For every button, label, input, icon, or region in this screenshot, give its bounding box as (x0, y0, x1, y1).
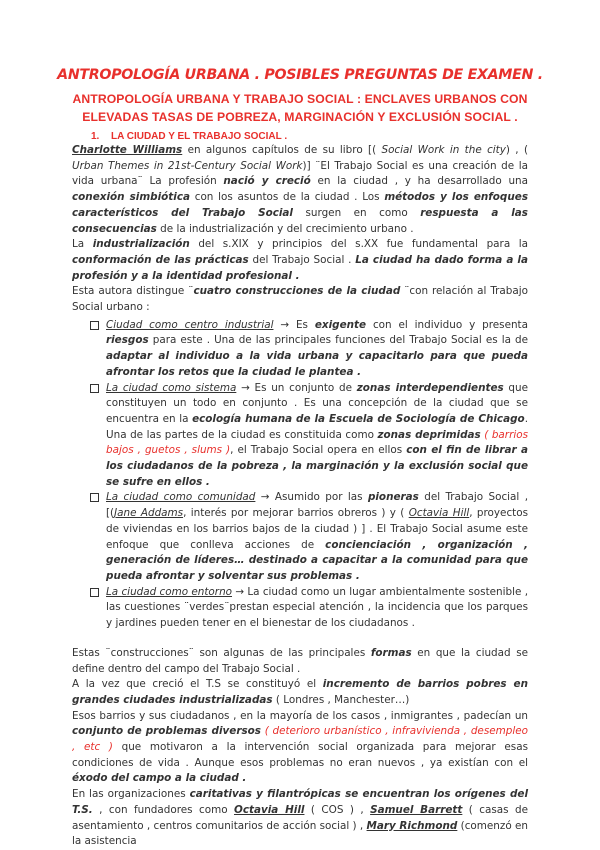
list-item: La ciudad como comunidad → Asumido por las pioneras del Trabajo Social , [(Jane Addams, interés por mejorar barrios obreros ) y ( Octavia Hill, proyectos de viviendas en los barrios bajos de la ciudad ) ] . El Trabajo Social asume este enfoque que conlleva acciones de concienciación , organización , generación de líderes… destinado a capacitar a la comunidad para que pueda afrontar y solventar sus problemas . (72, 490, 528, 584)
paragraph-industrializacion: La industrialización del s.XIX y principios del s.XX fue fundamental para la conformación de las prácticas del Trabajo Social . La ciudad ha dado forma a la profesión y a la identidad profesional . (72, 238, 529, 282)
paragraph-williams: Charlotte Williams en algunos capítulos de su libro [( Social Work in the city) , ( Urban Themes in 21st-Century Social Work)] ¨El Trabajo Social es una creación de la vida urbana¨ La profesión nació y creció en la ciudad , y ha desarrollado una conexión simbiótica con los asuntos de la ciudad . Los métodos y los enfoques característicos del Trabajo Social surgen en como respuesta a las consecuencias de la industrialización y del crecimiento urbano . (72, 144, 529, 235)
document-body (72, 143, 528, 850)
section-title: LA CIUDAD Y EL TRABAJO SOCIAL . (111, 131, 288, 142)
list-item: Ciudad como centro industrial → Es exigente con el individuo y presenta riesgos para este . Una de las principales funciones del Trabajo Social es la de adaptar al individuo a la vida urbana y capacitarlo para que pueda afrontar los retos que la ciudad le plantea . (72, 318, 528, 381)
paragraph-problemas: Esos barrios y sus ciudadanos , en la mayoría de los casos , inmigrantes , padecían un conjunto de problemas diversos ( deterioro urbanístico , infravivienda , desempleo , etc ) que motivaron a la intervención social organizada para mejorar esas condiciones de vida . Aunque esos problemas no eran nuevos , ya existían con el éxodo del campo a la ciudad . (72, 709, 528, 785)
construcciones-list (72, 318, 528, 632)
checkbox-icon (90, 384, 99, 393)
paragraph-construcciones-intro: Esta autora distingue ¨cuatro construcciones de la ciudad ¨con relación al Trabajo Social urbano : (72, 285, 528, 314)
list-item: La ciudad como sistema → Es un conjunto de zonas interdependientes que constituyen un todo en conjunto . Es una concepción de la ciudad que se encuentra en la ecología humana de la Escuela de Sociología de Chicago. Una de las partes de la ciudad es constituida como zonas deprimidas ( barrios bajos , guetos , slums ), el Trabajo Social opera en ellos con el fin de librar a los ciudadanos de la pobreza , la marginación y la exclusión social que se sufre en ellos . (72, 381, 528, 491)
paragraph-barrios-pobres: A la vez que creció el T.S se constituyó el incremento de barrios pobres en grandes ciudades industrializadas ( Londres , Manchester…) (72, 678, 528, 706)
section-heading (91, 131, 287, 142)
checkbox-icon (90, 588, 99, 597)
paragraph-formas: Estas ¨construcciones¨ son algunas de las principales formas en que la ciudad se define dentro del campo del Trabajo Social . (72, 646, 528, 675)
paragraph-organizaciones: En las organizaciones caritativas y filantrópicas se encuentran los orígenes del T.S. , con fundadores como Octavia Hill ( COS ) , Samuel Barrett ( casas de asentamiento , centros comunitarios de acción social ) , Mary Richmond (comenzó en la asistencia (72, 788, 529, 848)
section-number: 1. (91, 131, 100, 142)
list-item: La ciudad como entorno → La ciudad como un lugar ambientalmente sostenible , las cuestiones ¨verdes¨prestan especial atención , la incidencia que los parques y jardines pueden tener en el bienestar de los ciudadanos . (72, 585, 528, 632)
checkbox-icon (90, 321, 99, 330)
checkbox-icon (90, 493, 99, 502)
subtitle: ANTROPOLOGÍA URBANA Y TRABAJO SOCIAL : ENCLAVES URBANOS CON ELEVADAS TASAS DE POBREZA, MARGINACIÓN Y EXCLUSIÓN SOCIAL . (72, 92, 528, 124)
main-title: ANTROPOLOGÍA URBANA . POSIBLES PREGUNTAS DE EXAMEN . (57, 67, 543, 83)
